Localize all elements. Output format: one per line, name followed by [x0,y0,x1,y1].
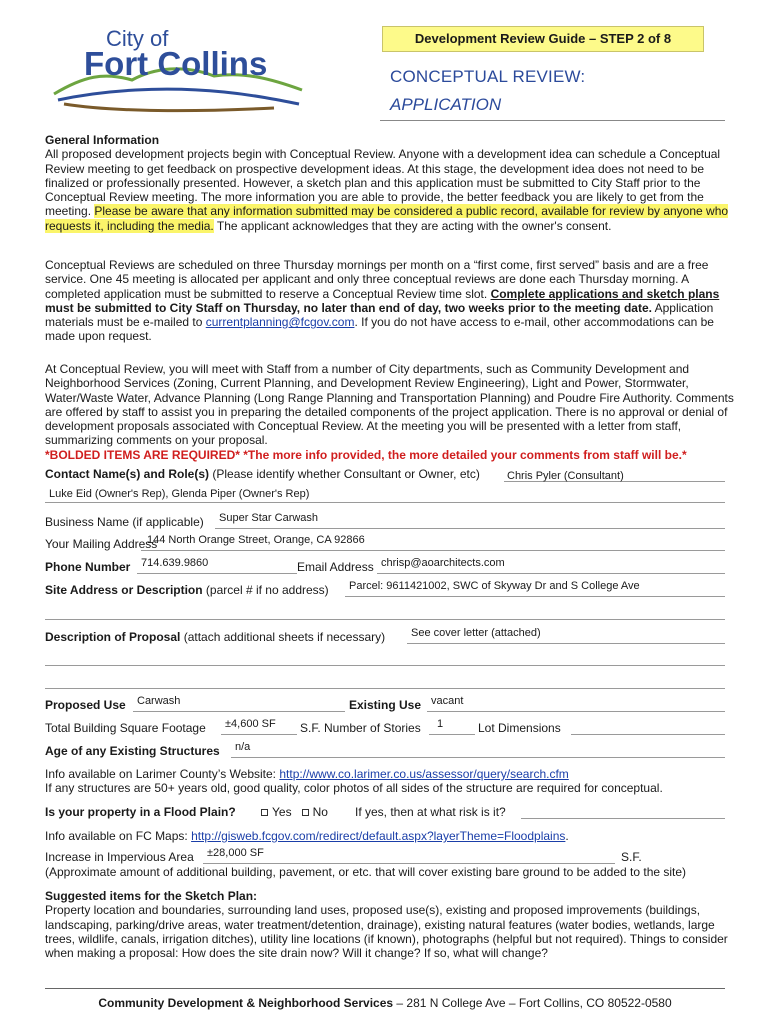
footer-org: Community Development & Neighborhood Services [98,996,394,1010]
contact-hint: (Please identify whether Consultant or Owner, etc) [209,467,480,481]
description-value[interactable]: See cover letter (attached) [411,627,541,639]
logo-city-of-text: City of [106,26,169,51]
proposed-use-label: Proposed Use [45,698,126,712]
age-row [45,741,725,760]
footer [0,996,770,1010]
logo-fort-collins-text: Fort Collins [84,45,268,82]
existing-use-value[interactable]: vacant [431,695,464,707]
mailing-label: Your Mailing Address [45,537,158,551]
contact-label: Contact Name(s) and Role(s) [45,467,210,481]
page-subtitle: APPLICATION [390,95,502,114]
proposed-use-line[interactable] [133,711,345,712]
required-note: *BOLDED ITEMS ARE REQUIRED* *The more info provided, the more detailed your comments from staff will be.* [45,447,687,462]
description-field-line[interactable] [407,643,725,644]
site-extra-line[interactable] [45,619,725,620]
consent-text: The applicant acknowledges that they are acting with the owner's consent. [213,218,612,233]
existing-use-label: Existing Use [349,698,422,712]
site-row [45,580,725,599]
meeting-text: At Conceptual Review, you will meet with Staff from a number of City departments, such as Community Development and Neighborhood Services (Zoning, Current Planning, and Development Review Engineering), Light and Power, Stormwater, Water/Waste Water, Advance Planning (Long Range Planning and Transportation Planning) and Poudre Fire Authority. Comments are offered by staff to assist you in preparing the detailed components of the project application. There is no approval or denial of development proposals associated with Conceptual Review. At the meeting you will be presented with a letter from staff, summarizing comments on your proposal. [45,362,734,448]
general-info-paragraph-1 [45,147,735,233]
contact-row-2 [45,487,725,503]
description-line-3[interactable] [45,688,725,689]
site-label: Site Address or Description [45,583,203,597]
larimer-link[interactable]: http://www.co.larimer.co.us/assessor/query/search.cfm [279,767,569,781]
flood-row [45,805,725,821]
title-divider [380,120,725,121]
age-label: Age of any Existing Structures [45,744,220,758]
description-label: Description of Proposal [45,630,181,644]
flood-yes-label: Yes [272,805,292,819]
site-value[interactable]: Parcel: 9611421002, SWC of Skyway Dr and S College Ave [349,580,640,592]
age-value[interactable]: n/a [235,741,251,753]
age-line[interactable] [231,757,725,758]
stories-line[interactable] [429,734,475,735]
flood-yes-checkbox[interactable] [261,809,268,816]
fort-collins-logo-graphic [44,20,306,116]
impervious-line[interactable] [203,863,615,864]
existing-use-line[interactable] [427,711,725,712]
email-field-line[interactable] [377,573,725,574]
meeting-paragraph [45,362,735,462]
business-label: Business Name (if applicable) [45,515,204,529]
impervious-unit: S.F. [621,850,642,864]
public-record-notice: Please be aware that any information submitted may be considered a public record, available for review by anyone who requests it, including the media. [45,204,729,233]
fifty-years-note: If any structures are 50+ years old, good quality, color photos of all sides of the structure are required for conceptual. [45,781,663,796]
general-info-heading: General Information [45,133,160,147]
business-value[interactable]: Super Star Carwash [219,512,319,524]
scheduling-paragraph [45,258,735,344]
footer-address: – 281 N College Ave – Fort Collins, CO 80522-0580 [393,996,672,1010]
lot-label: Lot Dimensions [478,721,561,735]
sqft-row [45,718,725,737]
contact-row [45,467,725,483]
business-row [45,512,725,531]
flood-label: Is your property in a Flood Plain? [45,805,236,819]
mailing-value[interactable]: 144 North Orange Street, Orange, CA 92866 [147,534,365,546]
flood-no-checkbox[interactable] [302,809,309,816]
flood-risk-line[interactable] [521,818,725,819]
contact-field-line-2[interactable] [45,502,725,503]
lot-line[interactable] [571,734,725,735]
general-info-section [45,133,735,233]
stories-value[interactable]: 1 [437,718,444,730]
contact-consultant-value[interactable]: Chris Pyler (Consultant) [507,470,624,482]
sketch-plan-text: Property location and boundaries, surrounding land uses, proposed use(s), existing and proposed improvements (buildings, landscaping, parking/drive areas, water treatment/detention, drainage), existing natural features (water bodies, wetlands, large trees, wildlife, canals, irrigation ditches), utility line locations (if known), photographs (helpful but not required). Things to consider when making a proposal: How does the site drain now? Will it change? If so, what will change? [45,903,728,961]
mailing-row [45,534,725,553]
page-title: CONCEPTUAL REVIEW: [390,67,586,86]
email-instructions: Application materials must be e-mailed to [45,300,714,330]
sketch-plan-section [45,889,735,960]
step-indicator [382,26,704,52]
phone-field-line[interactable] [137,573,297,574]
phone-label: Phone Number [45,560,131,574]
larimer-info [45,767,735,796]
fc-maps-info: Info available on FC Maps: http://gisweb.fcgov.com/redirect/default.aspx?layerTheme=Floodplains. [45,829,569,843]
fc-maps-text: Info available on FC Maps: [45,829,192,843]
fc-maps-link[interactable]: http://gisweb.fcgov.com/redirect/default.aspx?layerTheme=Floodplains [191,829,566,843]
impervious-value[interactable]: ±28,000 SF [207,847,264,859]
site-hint: (parcel # if no address) [202,583,329,597]
email-label: Email Address [297,560,374,574]
footer-divider [45,988,725,989]
proposed-use-value[interactable]: Carwash [137,695,181,707]
sketch-plan-heading: Suggested items for the Sketch Plan: [45,889,258,903]
phone-email-row [45,557,725,576]
use-row [45,695,725,714]
description-row [45,627,725,646]
city-logo [44,20,306,116]
site-field-line[interactable] [345,596,725,597]
complete-applications-text: Complete applications and sketch plans [490,286,720,301]
impervious-label: Increase in Impervious Area [45,850,194,864]
paragraph-1-text: All proposed development projects begin with Conceptual Review. Anyone with a development idea can schedule a Conceptual Review meeting to get feedback on prospective development ideas. At this stage, the development idea does not need to be finalized or professionally presented. However, a sketch plan and this application must be submitted to City Staff prior to the Conceptual Review meeting. The more information you are able to provide, the better feedback you are likely to get from the meeting. [45,147,721,219]
step-label: Development Review Guide – STEP 2 of 8 [414,31,672,46]
contact-value[interactable]: Luke Eid (Owner's Rep), Glenda Piper (Owner's Rep) [49,488,310,500]
flood-risk-label: If yes, then at what risk is it? [355,805,506,819]
description-line-2[interactable] [45,665,725,666]
deadline-text: must be submitted to City Staff on Thursday, no later than end of day, two weeks prior to the meeting date. [45,300,652,315]
email-value[interactable]: chrisp@aoarchitects.com [381,557,505,569]
accommodations-text: . If you do not have access to e-mail, other accommodations can be made upon request. [45,315,714,344]
larimer-text: Info available on Larimer County’s Website: [45,767,280,781]
mailing-field-line[interactable] [141,550,725,551]
description-hint: (attach additional sheets if necessary) [180,630,386,644]
scheduling-text: Conceptual Reviews are scheduled on three Thursday mornings per month on a “first come, first served” basis and are a free service. One 45 meeting is allocated per applicant and only three conceptual reviews are done each Thursday morning. A completed application must be submitted to reserve a Conceptual Review time slot. [45,258,709,301]
impervious-row [45,847,725,866]
business-field-line[interactable] [215,528,725,529]
impervious-note: (Approximate amount of additional building, pavement, or etc. that will cover existing bare ground to be added to the site) [45,865,687,879]
sqft-value[interactable]: ±4,600 SF [225,718,276,730]
stories-label: S.F. Number of Stories [300,721,421,735]
sqft-line[interactable] [221,734,297,735]
flood-no-label: No [312,805,328,819]
sqft-label: Total Building Square Footage [45,721,206,735]
planning-email-link[interactable]: currentplanning@fcgov.com [205,315,355,330]
phone-value[interactable]: 714.639.9860 [141,557,209,569]
